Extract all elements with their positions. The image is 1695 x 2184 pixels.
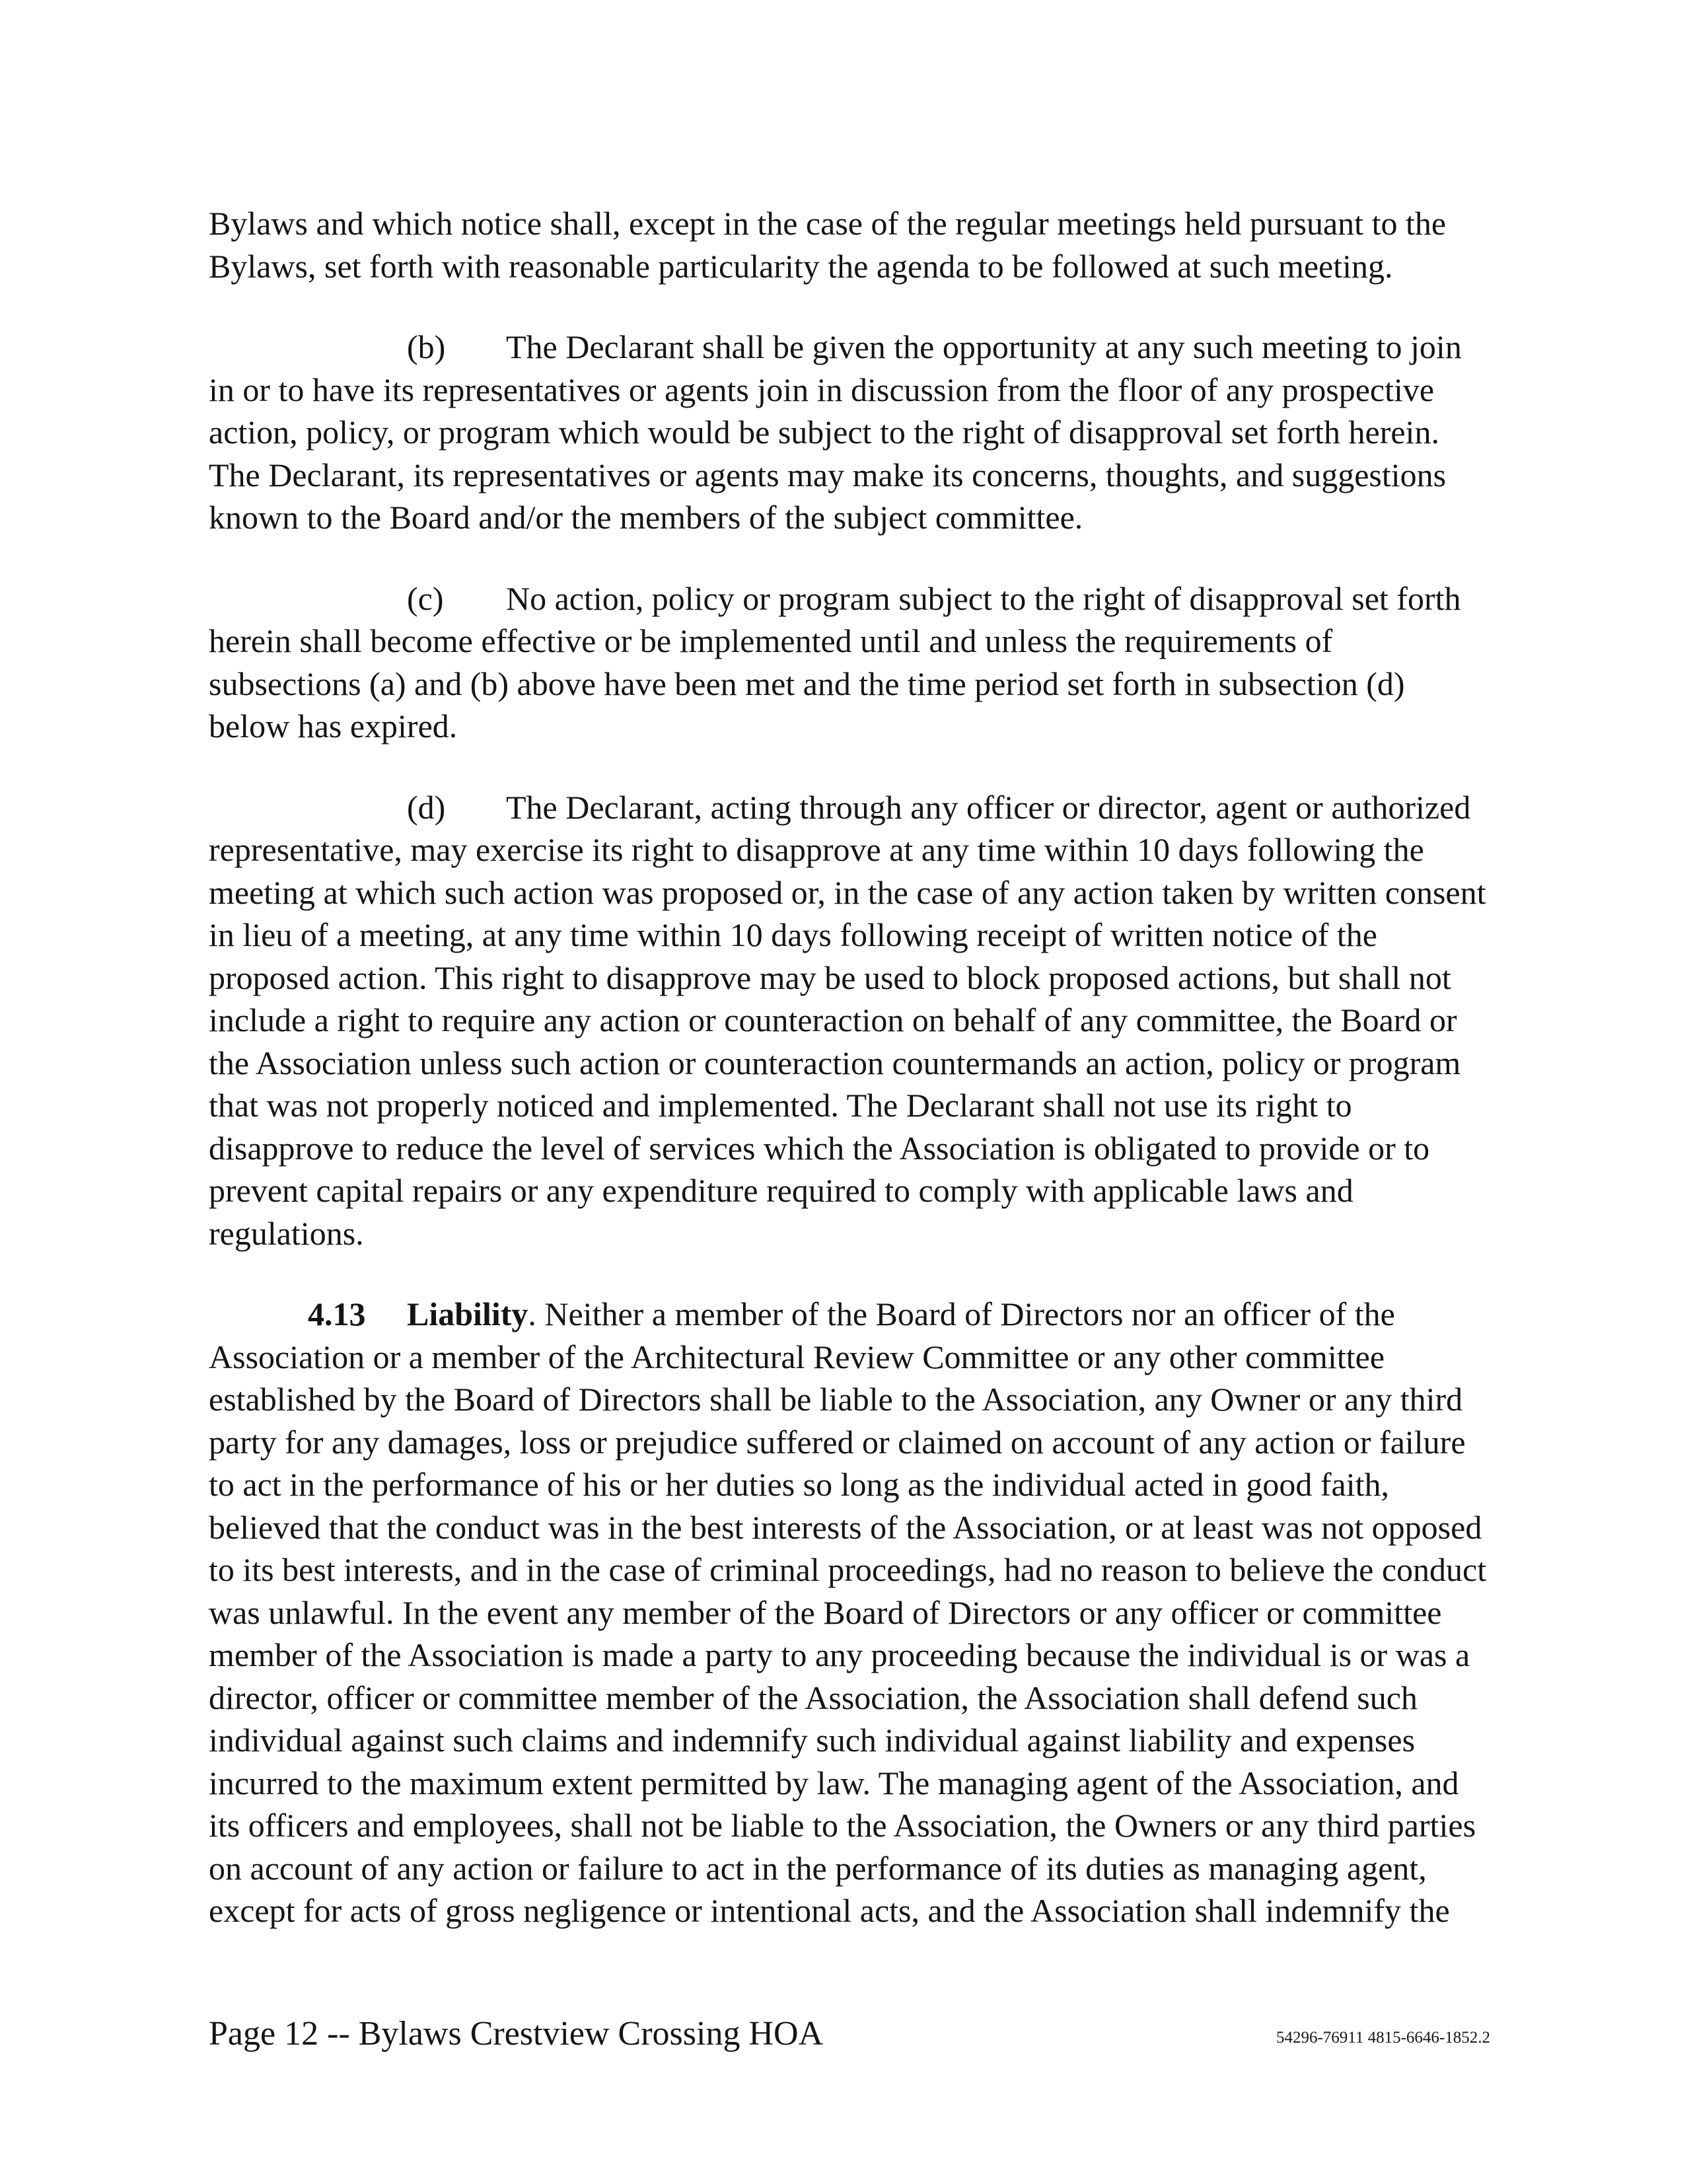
footer-doc-id: 54296-76911 4815-6646-1852.2	[1276, 2029, 1490, 2047]
section-4-13	[209, 1293, 1490, 1932]
subsection-label: (d)	[407, 788, 446, 826]
subsection-text: No action, policy or program subject to the right of disapproval set forth herein shall become effective or be implemented until and unless the requirements of subsections (a) and (b) above have been met and the time period set forth in subsection (d) below has expired.	[209, 579, 1461, 745]
intro-paragraph: Bylaws and which notice shall, except in the case of the regular meetings held pursuant to the Bylaws, set forth with reasonable particularity the agenda to be followed at such meeting.	[209, 205, 1447, 285]
footer-page-label: Page 12 -- Bylaws Crestview Crossing HOA	[209, 2015, 824, 2053]
section-number: 4.13	[308, 1295, 366, 1332]
section-text: . Neither a member of the Board of Directors nor an officer of the Association or a member of the Architectural Review Committee or any other committee established by the Board of Directors shall be liable to the Association, any Owner or any third party for any damages, loss or prejudice suffered or claimed on account of any action or failure to act in the performance of his or her duties so long as the individual acted in good faith, believed that the conduct was in the best interests of the Association, or at least was not opposed to its best interests, and in the case of criminal proceedings, had no reason to believe the conduct was unlawful. In the event any member of the Board of Directors or any officer or committee member of the Association is made a party to any proceeding because the individual is or was a director, officer or committee member of the Association, the Association shall defend such individual against such claims and indemnify such individual against liability and expenses incurred to the maximum extent permitted by law. The managing agent of the Association, and its officers and employees, shall not be liable to the Association, the Owners or any third parties on account of any action or failure to act in the performance of its duties as managing agent, except for acts of gross negligence or intentional acts, and the Association shall indemnify the	[209, 1295, 1487, 1929]
subsection-c	[209, 577, 1490, 748]
subsection-text: The Declarant shall be given the opportunity at any such meeting to join in or to have its representatives or agents join in discussion from the floor of any prospective action, policy, or program which would be subject to the right of disapproval set forth herein. The Declarant, its representatives or agents may make its concerns, thoughts, and suggestions known to the Board and/or the members of the subject committee.	[209, 328, 1462, 536]
document-body	[209, 202, 1490, 1932]
subsection-label: (c)	[407, 579, 444, 617]
subsection-label: (b)	[407, 328, 446, 365]
subsection-d	[209, 786, 1490, 1255]
subsection-b	[209, 326, 1490, 539]
section-title: Liability	[407, 1295, 528, 1332]
subsection-text: The Declarant, acting through any officer or director, agent or authorized representative, may exercise its right to disapprove at any time within 10 days following the meeting at which such action was proposed or, in the case of any action taken by written consent in lieu of a meeting, at any time within 10 days following receipt of written notice of the proposed action. This right to disapprove may be used to block proposed actions, but shall not include a right to require any action or counteraction on behalf of any committee, the Board or the Association unless such action or counteraction countermands an action, policy or program that was not properly noticed and implemented. The Declarant shall not use its right to disapprove to reduce the level of services which the Association is obligated to provide or to prevent capital repairs or any expenditure required to comply with applicable laws and regulations.	[209, 788, 1486, 1252]
